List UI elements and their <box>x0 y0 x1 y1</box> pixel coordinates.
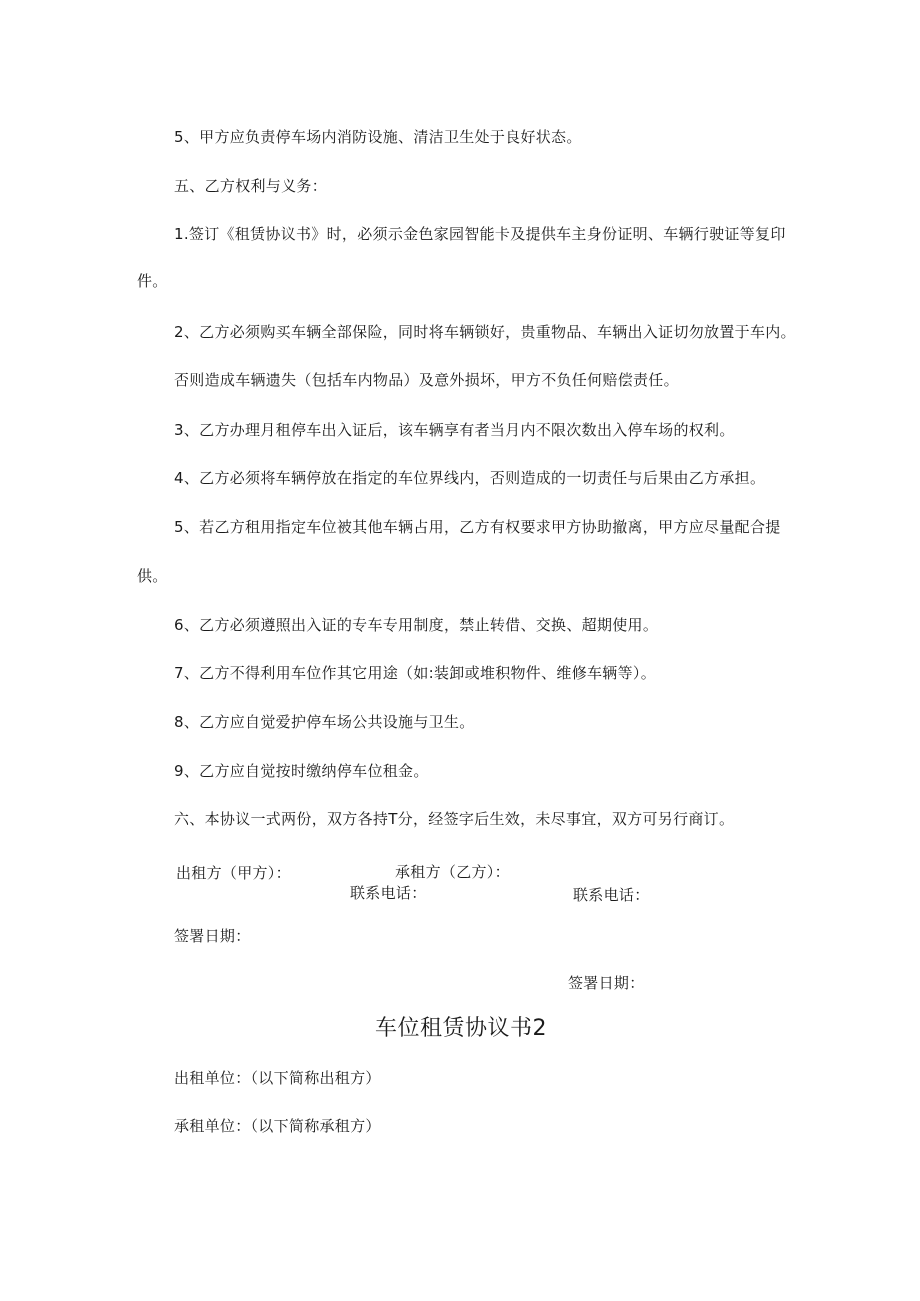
signature-lessor-label: 出租方（甲方）： <box>176 864 291 882</box>
document-title-2: 车位租赁协议书2 <box>375 1016 547 1041</box>
clause-a5: 5、甲方应负责停车场内消防设施、清洁卫生处于良好状态。 <box>174 128 582 146</box>
clause-b6: 6、乙方必须遵照出入证的专车专用制度，禁止转借、交换、超期使用。 <box>174 616 659 634</box>
section-6: 六、本协议一式两份，双方各持T分，经签字后生效，未尽事宜，双方可另行商订。 <box>174 810 735 828</box>
clause-b2-cont: 否则造成车辆遗失（包括车内物品）及意外损坏，甲方不负任何赔偿责任。 <box>174 371 679 389</box>
party-lessee: 承租单位：（以下简称承租方） <box>174 1117 381 1135</box>
clause-b5: 5、若乙方租用指定车位被其他车辆占用，乙方有权要求甲方协助撤离，甲方应尽量配合提 <box>174 518 781 536</box>
clause-b1-cont: 件。 <box>137 272 168 290</box>
signature-date-right: 签署日期： <box>568 974 645 992</box>
clause-b1: 1.签订《租赁协议书》时，必须示金色家园智能卡及提供车主身份证明、车辆行驶证等复印 <box>174 225 786 243</box>
signature-phone-right: 联系电话： <box>573 886 650 904</box>
clause-b8: 8、乙方应自觉爱护停车场公共设施与卫生。 <box>174 713 475 731</box>
clause-b2: 2、乙方必须购买车辆全部保险，同时将车辆锁好，贵重物品、车辆出入证切勿放置于车内。 <box>174 323 796 341</box>
party-lessor: 出租单位：（以下简称出租方） <box>174 1069 381 1087</box>
section-5-heading: 五、乙方权利与义务： <box>174 177 328 195</box>
signature-date-left: 签署日期： <box>174 927 251 945</box>
signature-phone-left: 联系电话： <box>350 884 427 902</box>
clause-b9: 9、乙方应自觉按时缴纳停车位租金。 <box>174 762 429 780</box>
clause-b4: 4、乙方必须将车辆停放在指定的车位界线内，否则造成的一切责任与后果由乙方承担。 <box>174 469 766 487</box>
clause-b5-cont: 供。 <box>137 567 168 585</box>
clause-b3: 3、乙方办理月租停车出入证后，该车辆享有者当月内不限次数出入停车场的权利。 <box>174 421 735 439</box>
clause-b7: 7、乙方不得利用车位作其它用途（如:装卸或堆积物件、维修车辆等）。 <box>174 664 657 682</box>
signature-lessee-label: 承租方（乙方）： <box>395 863 510 881</box>
